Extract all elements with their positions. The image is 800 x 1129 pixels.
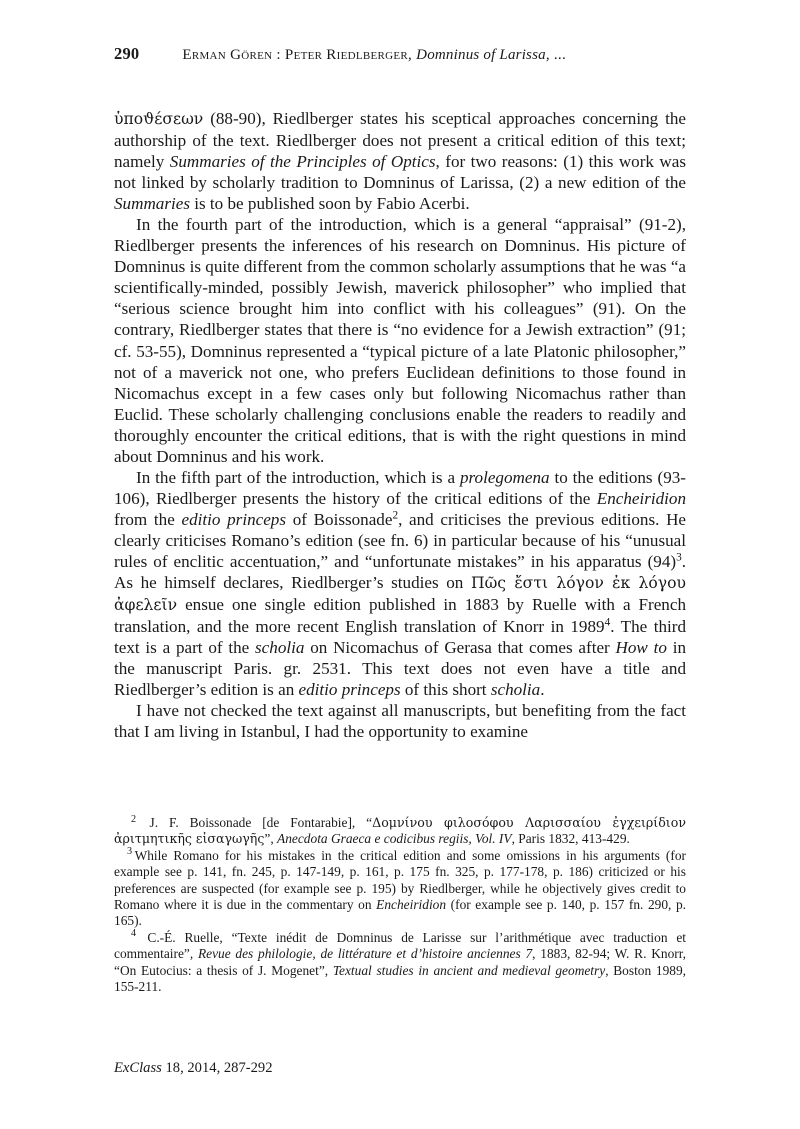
p3-italic-encheiridion: Encheiridion [596,488,686,508]
footnote-3-number: 3 [127,846,133,858]
p3-segment-d: of Boissonade [286,509,393,529]
footnote-2-number: 2 [131,813,137,825]
footnote-3-italic-encheiridion: Encheiridion [376,897,447,913]
greek-pos-esti-logon: Πῶς ἔστι λόγον ἐκ λόγου ἀφελεῖν [114,574,686,615]
footer-journal-name: ExClass [114,1060,162,1076]
footnote-2-italic-anecdota-graeca: Anecdota Graeca e codicibus regiis, Vol. IV [277,831,512,847]
page-footer [114,1060,273,1077]
footnote-3-segment-a: While Romano for his mistakes in the critical edition and some omissions in his arguments (for example see p. 141, fn. 245, p. 147-149, p. 161, p. 175 fn. 325, p. 177-178, p. 186) criticized or his preferences are suspected (for example see p. 195) by Riedlberger, while he objectively gives credit to Romano where it is due in the commentary on [114,847,686,913]
paragraph-1 [114,108,686,214]
running-head-work-title: Domninus of Larissa, [416,47,550,63]
p3-segment-j: in the manuscript Paris. gr. 2531. This text does not even have a title and Riedlberger’s edition is an [114,638,686,700]
p3-segment-f: . As he himself declares, Riedlberger’s studies on [114,551,686,593]
running-head-authors [182,47,566,64]
p3-segment-l: . [540,680,545,700]
footnote-ref-3[interactable]: 3 [676,551,682,564]
running-head [114,44,686,66]
body-text [114,108,686,742]
footnote-4-italic-revue-des-philologie: Revue des philologie, de littérature et d’histoire anciennes 7 [197,946,533,962]
p3-segment-h: . The third text is a part of the [114,617,686,658]
p3-italic-scholia-1: scholia [255,638,305,658]
paragraph-3 [114,467,686,701]
footnote-4 [114,930,686,996]
p3-segment-c: from the [114,509,182,529]
p3-segment-b: to the editions (93-106), Riedlberger presents the history of the critical editions of the [114,467,686,508]
p3-segment-g: ensue one single edition published in 1883 by Ruelle with a French translation, and the more recent English translation of Knorr in 1989 [114,595,686,637]
p3-italic-how-to: How to [615,638,667,658]
footnote-4-segment-c: , Boston 1989, 155-211. [114,962,687,995]
footnote-3-segment-b: (for example see p. 140, p. 157 fn. 290, p. 165). [114,897,687,929]
footer-citation: 18, 2014, 287-292 [161,1060,273,1076]
p3-segment-e: , and criticises the previous editions. He clearly criticises Romano’s edition (see fn. 6) in particular because of his “unusual rules of enclitic accentuation,” and “unfortunate mistakes” in his apparatus (94) [114,509,687,571]
footnote-2-segment-c: , Paris 1832, 413-429. [511,831,630,847]
footnote-4-segment-a: C.-É. Ruelle, “Texte inédit de Domninus de Larisse sur l’arithmétique avec traduction et commentaire”, [114,929,686,962]
greek-hypotheseon: ὑποϑέσεων [114,110,204,128]
p3-segment-a: In the fifth part of the introduction, which is a [136,467,460,487]
p3-segment-k: of this short [400,680,491,700]
footnote-4-number: 4 [131,928,137,940]
p3-italic-editio-princeps-1: editio princeps [181,509,286,529]
p3-italic-editio-princeps-2: editio princeps [298,680,401,700]
footnote-2 [114,815,686,848]
page-number: 290 [114,44,140,63]
footnote-2-segment-b: ”, [264,831,278,847]
p3-italic-prolegomena: prolegomena [459,467,550,487]
footnote-ref-2[interactable]: 2 [392,509,399,522]
footnote-4-segment-b: , 1883, 82-94; W. R. Knorr, “On Eutocius: a thesis of J. Mogenet”, [114,946,686,978]
p3-segment-i: on Nicomachus of Gerasa that comes after [304,638,616,658]
paragraph-2: In the fourth part of the introduction, which is a general “appraisal” (91-2), Riedlberger presents the inferences of his research on Domninus. His picture of Domninus is quite different from the common scholarly assumptions that he was “a scientifically-minded, possibly Jewish, maverick philosopher” who implied that “serious science brought him into conflict with his colleagues” (91). On the contrary, Riedlberger states that there is “no evidence for a Jewish extraction” (91; cf. 53-55), Domninus represented a “typical picture of a late Platonic philosopher,” not of a maverick not one, who prefers Euclidean definitions to those found in Nicomachus except in a few cases only but following Nicomachus rather than Euclid. These scholarly challenging conclusions enable the readers to readily and thoroughly encounter the critical editions, that is with the right questions in mind about Domninus and his work. [114,215,686,466]
p1-segment-c: is to be published soon by Fabio Acerbi. [189,194,470,214]
p1-segment-a: (88-90), Riedlberger states his sceptical approaches concerning the authorship of the text. Riedlberger does not present a critical edition of this text; namely [114,109,686,172]
footnote-4-italic-textual-studies: Textual studies in ancient and medieval geometry [332,962,606,978]
p1-italic-summaries-principles-optics: Summaries of the Principles of Optics [169,152,436,172]
running-head-authors-text: Erman Gören : Peter Riedlberger, [182,47,413,63]
footnote-3 [114,848,686,930]
p3-italic-scholia-2: scholia [490,680,541,700]
footnote-ref-4[interactable]: 4 [604,616,611,629]
paragraph-4: I have not checked the text against all manuscripts, but benefiting from the fact that I am living in Istanbul, I had the opportunity to examine [114,701,686,742]
footnote-2-segment-a: J. F. Boissonade [de Fontarabie], “ [138,815,373,830]
footnotes-block [114,815,686,995]
p1-italic-summaries: Summaries [114,194,190,214]
footnote-2-greek-title: Δομνίνου φιλοσόφου Λαρισσαίου ἐγχειρίδιον ἀριτμητικῆς εἰσαγωγῆς [114,815,686,847]
p1-segment-b: , for two reasons: (1) this work was not linked by scholarly tradition to Domninus of Larissa, (2) a new edition of the [114,152,687,193]
running-head-ellipsis: ... [553,47,566,63]
